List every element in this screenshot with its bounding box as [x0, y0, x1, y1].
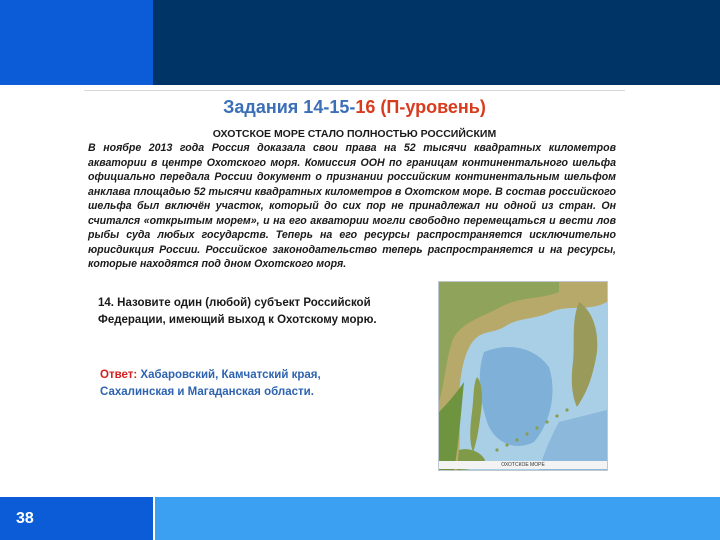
- slide-content: [84, 90, 625, 473]
- header-band-left: [0, 0, 153, 85]
- answer-text: [100, 367, 390, 401]
- question-text: 14. Назовите один (любой) субъект Российской Федерации, имеющий выход к Охотскому морю.: [98, 297, 377, 326]
- answer-label: Ответ:: [100, 369, 138, 381]
- title-number-red: 16: [355, 97, 376, 117]
- article-text: В ноябре 2013 года Россия доказала свои права на 52 тысячи квадратных километров акватории в центре Охотского моря. Комиссия ООН по границам континентального шельфа официально передала России документ о признании российским континентальным шельфом анклава площадью 52 тысячи квадратных километров в Охотском море. В состав российского шельфа был включён участок, который до сих пор не принадлежал ни одной из стран. Он считался «открытым морем», и на его акватории могли свободно перемещаться и вести лов рыбы суда любых государств. Теперь на его ресурсы распространяется исключительно юрисдикция России. Российское законодательство теперь распространяется и на ресурсы, которые находятся под дном Охотского моря.: [88, 142, 616, 270]
- slide-title: [84, 97, 625, 118]
- slide-subtitle: ОХОТСКОЕ МОРЕ СТАЛО ПОЛНОСТЬЮ РОССИЙСКИМ: [212, 128, 497, 140]
- map-caption: ОХОТСКОЕ МОРЕ: [439, 461, 607, 469]
- footer-band-right: [155, 497, 720, 540]
- answer-value: Хабаровский, Камчатский края, Сахалинская и Магаданская области.: [100, 369, 321, 398]
- okhotsk-sea-map: [438, 281, 608, 471]
- page-number: 38: [16, 510, 34, 527]
- title-prefix: Задания 14-15-: [223, 97, 356, 117]
- title-level: (П-уровень): [380, 97, 486, 117]
- header-band-right: [153, 0, 720, 85]
- map-image: [439, 282, 607, 470]
